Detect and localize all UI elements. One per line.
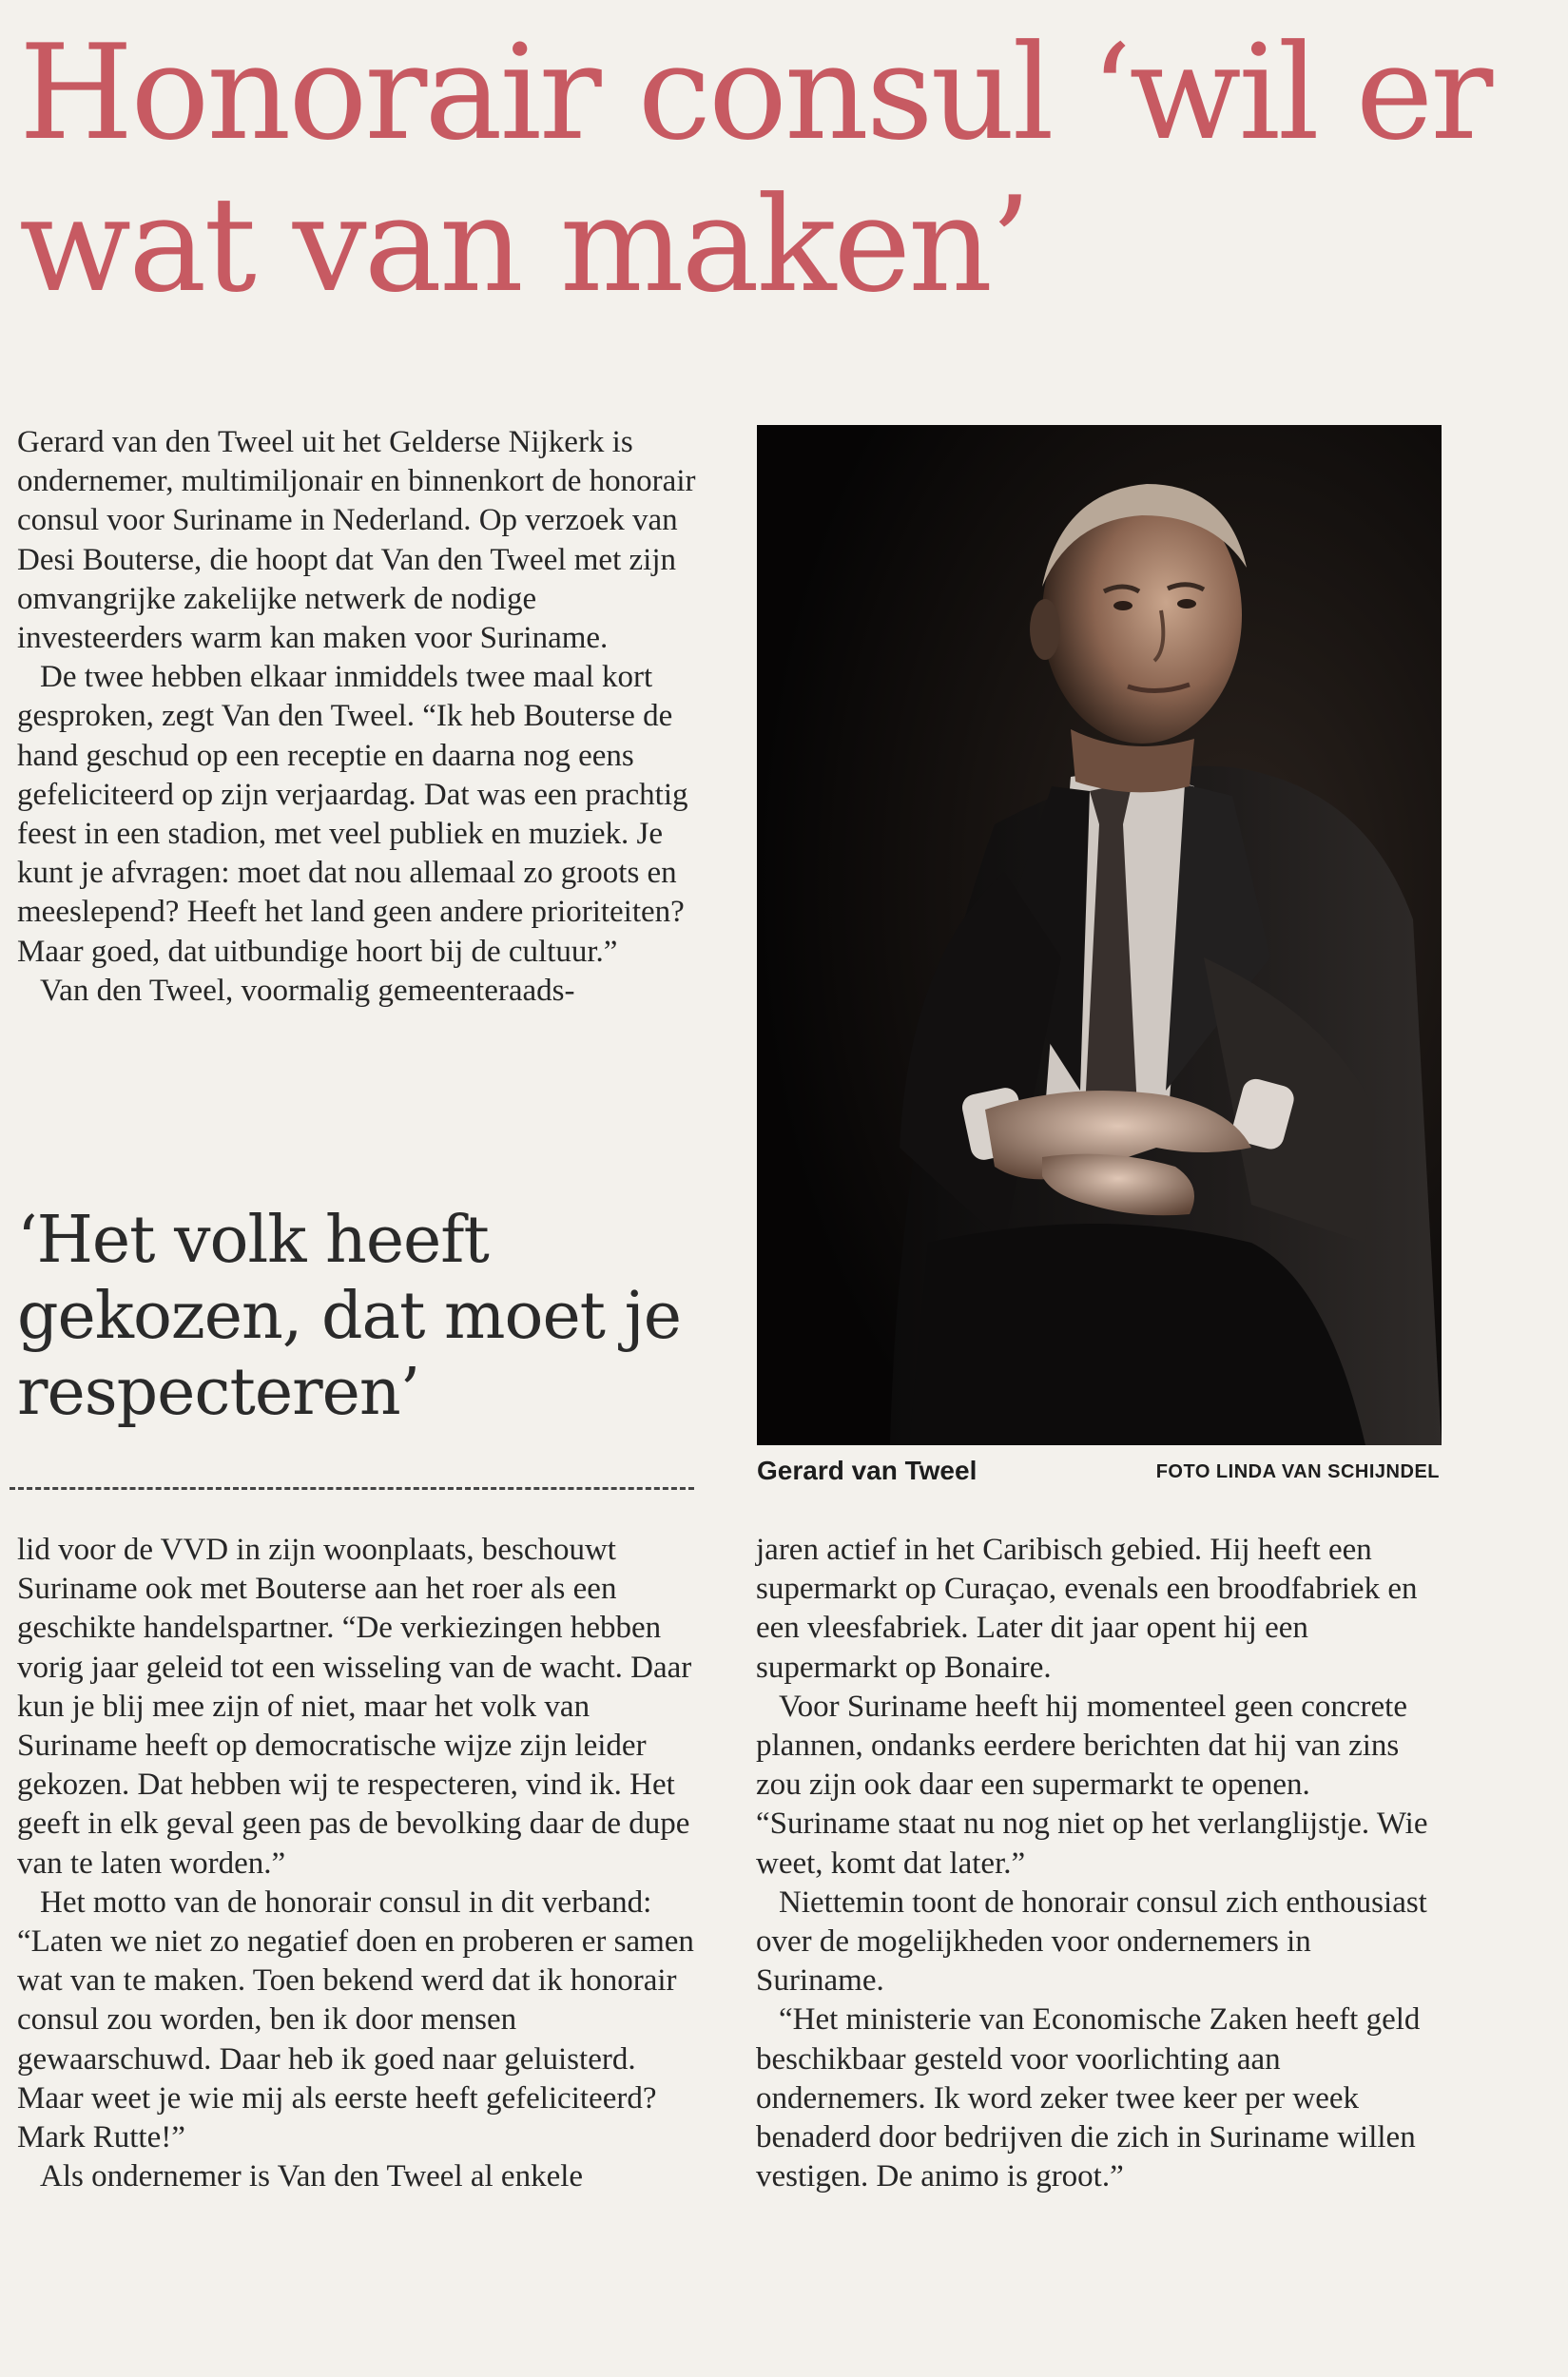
paragraph: Gerard van den Tweel uit het Gelderse Nijkerk is ondernemer, multimiljonair en binnenkort de honorair consul voor Suriname in Nederland. Op verzoek van Desi Bouterse, die hoopt dat Van den Tweel met zijn omvangrijke zakelijke netwerk de nodige investeerders warm kan maken voor Suriname. — [17, 425, 696, 656]
photo-credit: FOTO LINDA VAN SCHIJNDEL — [1155, 1461, 1440, 1482]
article-column-2 — [17, 1531, 697, 2196]
dashed-divider — [10, 1487, 694, 1490]
paragraph: lid voor de VVD in zijn woonplaats, beschouwt Suriname ook met Bouterse aan het roer als een geschikte handelspartner. “De verkiezingen hebben vorig jaar geleid tot een wisseling van de wacht. Daar kun je blij mee zijn of niet, maar het volk van Suriname heeft op democratische wijze zijn leider gekozen. Dat hebben wij te respecteren, vind ik. Het geeft in elk geval geen pas de bevolking daar de dupe van te laten worden.” — [17, 1533, 692, 1881]
paragraph: Als ondernemer is Van den Tweel al enkele — [40, 2159, 584, 2194]
portrait-photo — [757, 425, 1442, 1445]
portrait-illustration — [757, 425, 1442, 1445]
article-column-3 — [756, 1531, 1441, 2196]
photo-caption: Gerard van Tweel — [757, 1456, 978, 1485]
paragraph: jaren actief in het Caribisch gebied. Hij heeft een supermarkt op Curaçao, evenals een broodfabriek en een vleesfabriek. Later dit jaar opent hij een supermarkt op Bonaire. — [756, 1533, 1418, 1685]
pull-quote: ‘Het volk heeft gekozen, dat moet je respecteren’ — [17, 1203, 681, 1430]
paragraph: Niettemin toont de honorair consul zich enthousiast over de mogelijkheden voor ondernemers in Suriname. — [756, 1884, 1427, 1999]
article-column-1 — [17, 423, 697, 1011]
headline: Honorair consul ‘wil er wat van maken’ — [19, 16, 1491, 321]
paragraph: “Het ministerie van Economische Zaken heeft geld beschikbaar gesteld voor voorlichting aan ondernemers. Ik word zeker twee keer per week benaderd door bedrijven die zich in Suriname willen vestigen. De animo is groot.” — [756, 2002, 1421, 2194]
paragraph: Van den Tweel, voormalig gemeenteraads- — [40, 973, 575, 1008]
paragraph: De twee hebben elkaar inmiddels twee maal kort gesproken, zegt Van den Tweel. “Ik heb Bouterse de hand geschud op een receptie en daarna nog eens gefeliciteerd op zijn verjaardag. Dat was een prachtig feest in een stadion, met veel publiek en muziek. Je kunt je afvragen: moet dat nou allemaal zo groots en meeslepend? Heeft het land geen andere prioriteiten? Maar goed, dat uitbundige hoort bij de cultuur.” — [17, 660, 688, 969]
paragraph: Voor Suriname heeft hij momenteel geen concrete plannen, ondanks eerdere berichten dat hij van zins zou zijn ook daar een supermarkt te openen. “Suriname staat nu nog niet op het verlanglijstje. Wie weet, komt dat later.” — [756, 1689, 1428, 1881]
paragraph: Het motto van de honorair consul in dit verband: “Laten we niet zo negatief doen en proberen er samen wat van te maken. Toen bekend werd dat ik honorair consul zou worden, ben ik door mensen gewaarschuwd. Daar heb ik goed naar geluisterd. Maar weet je wie mij als eerste heeft gefeliciteerd? Mark Rutte!” — [17, 1884, 694, 2155]
